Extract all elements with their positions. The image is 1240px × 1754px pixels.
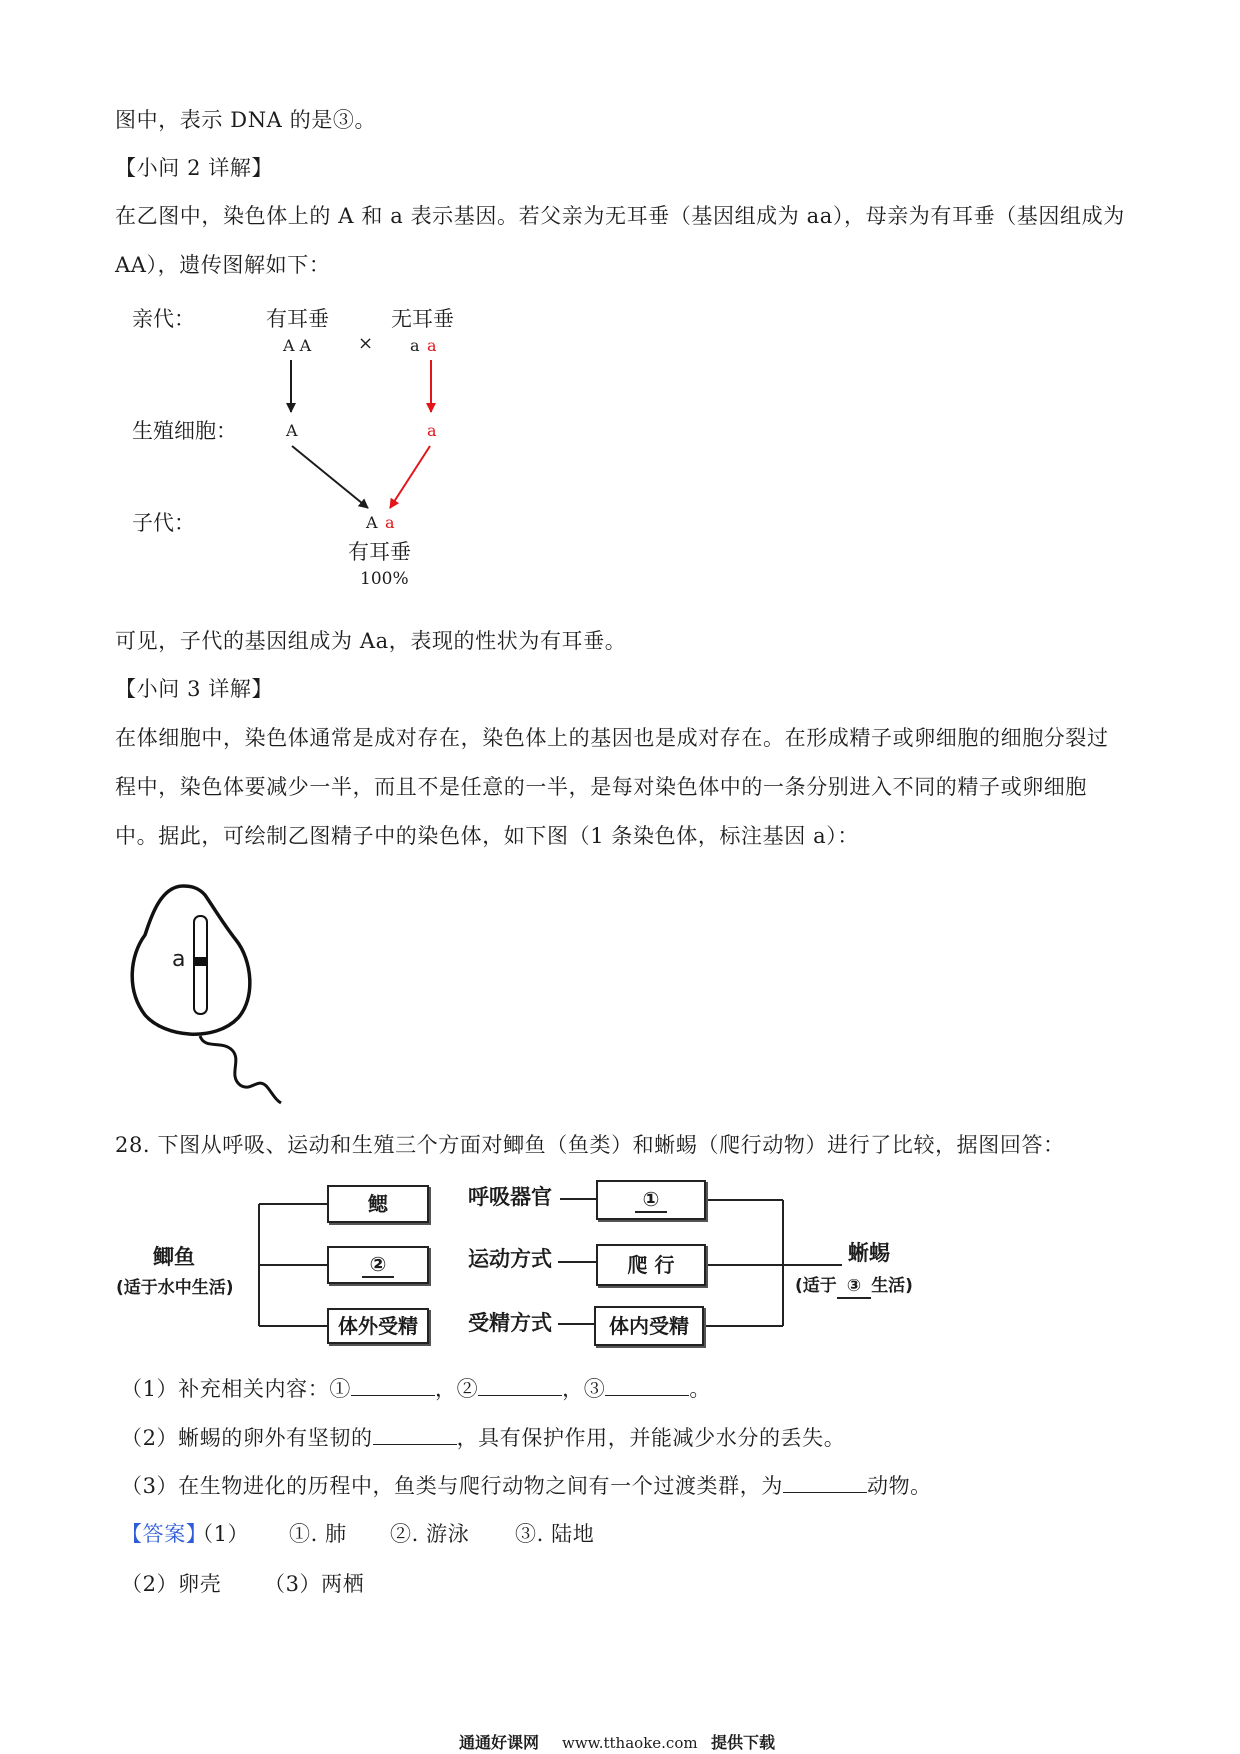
right-animal-habitat xyxy=(795,1275,913,1299)
label-gametes: 生殖细胞： xyxy=(132,419,237,443)
fish-fertilization-value: 体外受精 xyxy=(338,1314,418,1338)
lizard-movement-box xyxy=(596,1244,706,1286)
inheritance-arrows xyxy=(0,0,520,600)
sq3-blank xyxy=(783,1474,867,1493)
label-offspring: 子代： xyxy=(132,511,195,535)
sq3-prefix: （3）在生物进化的历程中，鱼类与爬行动物之间有一个过渡类群，为 xyxy=(121,1474,783,1498)
fish-movement-box xyxy=(327,1246,429,1284)
sperm-tail xyxy=(200,1036,281,1103)
q2-conclusion: 可见，子代的基因组成为 Aa，表现的性状为有耳垂。 xyxy=(115,629,627,653)
answer-part-3: （3）两栖 xyxy=(264,1572,365,1596)
q28-sub-question-1 xyxy=(121,1375,711,1403)
label-parents: 亲代： xyxy=(132,307,195,331)
sq1-blank-2 xyxy=(478,1377,562,1396)
answer-part-1-label: （1） xyxy=(192,1522,250,1546)
right-habitat-prefix: (适于 xyxy=(795,1276,837,1296)
sperm-head xyxy=(132,886,250,1034)
sq3-suffix: 动物。 xyxy=(866,1474,932,1498)
answer-item-1: ①. 肺 xyxy=(289,1522,347,1546)
fish-fertilization-box xyxy=(327,1308,429,1344)
q2-paragraph-line-1: 在乙图中，染色体上的 A 和 a 表示基因。若父亲为无耳垂（基因组成为 aa），母亲为有耳垂（基因组成为 xyxy=(115,204,1125,228)
gamete-left: A xyxy=(286,421,298,440)
q3-heading: 【小问 3 详解】 xyxy=(115,677,274,701)
q3-paragraph-line-2: 程中，染色体要减少一半，而且不是任意的一半，是每对染色体中的一条分别进入不同的精子或卵细胞 xyxy=(115,775,1087,799)
sq1-end: 。 xyxy=(689,1377,711,1401)
gene-label: a xyxy=(172,947,186,972)
sq2-prefix: （2）蜥蜴的卵外有坚韧的 xyxy=(121,1426,373,1450)
sq1-blank-1 xyxy=(351,1377,435,1396)
sq1-blank-3 xyxy=(605,1377,689,1396)
dna-statement: 图中，表示 DNA 的是③。 xyxy=(115,108,377,132)
right-habitat-blank: ③ xyxy=(837,1275,871,1299)
right-animal-name: 蜥蜴 xyxy=(848,1241,890,1265)
sq1-sep-3: ，③ xyxy=(562,1377,606,1401)
left-parent-trait: 有耳垂 xyxy=(266,307,329,331)
category-respiration: 呼吸器官 xyxy=(468,1185,552,1209)
q3-paragraph-line-1: 在体细胞中，染色体通常是成对存在，染色体上的基因也是成对存在。在形成精子或卵细胞的细胞分裂过 xyxy=(115,726,1109,750)
arrow-left-gamete-to-offspring xyxy=(292,446,368,508)
cross-symbol: × xyxy=(358,333,374,354)
offspring-ratio: 100% xyxy=(360,569,409,589)
q2-heading: 【小问 2 详解】 xyxy=(115,156,274,180)
gamete-right: a xyxy=(427,421,437,440)
offspring-allele-2: a xyxy=(385,513,395,532)
lizard-respiration-blank: ① xyxy=(635,1187,668,1213)
left-parent-genotype: A A xyxy=(283,336,312,355)
lizard-fertilization-value: 体内受精 xyxy=(609,1314,689,1338)
sq2-suffix: ，具有保护作用，并能减少水分的丢失。 xyxy=(456,1426,846,1450)
sq1-sep-2: ，② xyxy=(434,1377,479,1401)
fish-respiration-value: 鳃 xyxy=(368,1192,388,1216)
category-fertilization: 受精方式 xyxy=(468,1311,552,1335)
answer-item-3: ③. 陆地 xyxy=(515,1522,595,1546)
sq1-prefix: （1）补充相关内容：① xyxy=(121,1377,351,1401)
left-animal-habitat: (适于水中生活) xyxy=(116,1278,234,1298)
fish-respiration-box xyxy=(327,1185,429,1223)
fish-movement-blank: ② xyxy=(362,1252,395,1278)
q28-sub-question-2 xyxy=(121,1424,845,1452)
arrow-right-gamete-to-offspring xyxy=(390,446,430,508)
q3-paragraph-line-3: 中。据此，可绘制乙图精子中的染色体，如下图（1 条染色体，标注基因 a）： xyxy=(115,824,859,848)
footer-site-name: 通通好课网 xyxy=(459,1733,540,1752)
lizard-respiration-box xyxy=(596,1180,706,1220)
footer-url: www.tthaoke.com xyxy=(562,1734,698,1752)
right-parent-allele-2: a xyxy=(427,336,437,355)
right-parent-allele-1: a xyxy=(410,336,420,355)
lizard-movement-value: 爬 行 xyxy=(627,1253,675,1277)
sq2-blank xyxy=(373,1426,457,1445)
answer-part-2: （2）卵壳 xyxy=(121,1572,222,1596)
q28-stem: 28. 下图从呼吸、运动和生殖三个方面对鲫鱼（鱼类）和蜥蜴（爬行动物）进行了比较，据图回答： xyxy=(115,1133,1065,1157)
sperm-diagram xyxy=(0,860,320,1120)
q28-sub-question-3 xyxy=(121,1472,932,1500)
footer-note: 提供下载 xyxy=(711,1733,776,1752)
right-habitat-suffix: 生活) xyxy=(871,1276,913,1296)
q2-paragraph-line-2: AA），遗传图解如下： xyxy=(115,253,331,277)
category-movement: 运动方式 xyxy=(468,1247,552,1271)
gene-locus-band xyxy=(194,957,207,966)
left-animal-name: 鲫鱼 xyxy=(153,1245,195,1269)
answer-item-2: ②. 游泳 xyxy=(390,1522,470,1546)
offspring-allele-1: A xyxy=(366,513,378,532)
offspring-trait: 有耳垂 xyxy=(348,540,411,564)
lizard-fertilization-box xyxy=(594,1306,704,1346)
right-parent-trait: 无耳垂 xyxy=(391,307,454,331)
comparison-connectors xyxy=(0,1170,900,1350)
answer-tag: 【答案】 xyxy=(121,1522,208,1546)
